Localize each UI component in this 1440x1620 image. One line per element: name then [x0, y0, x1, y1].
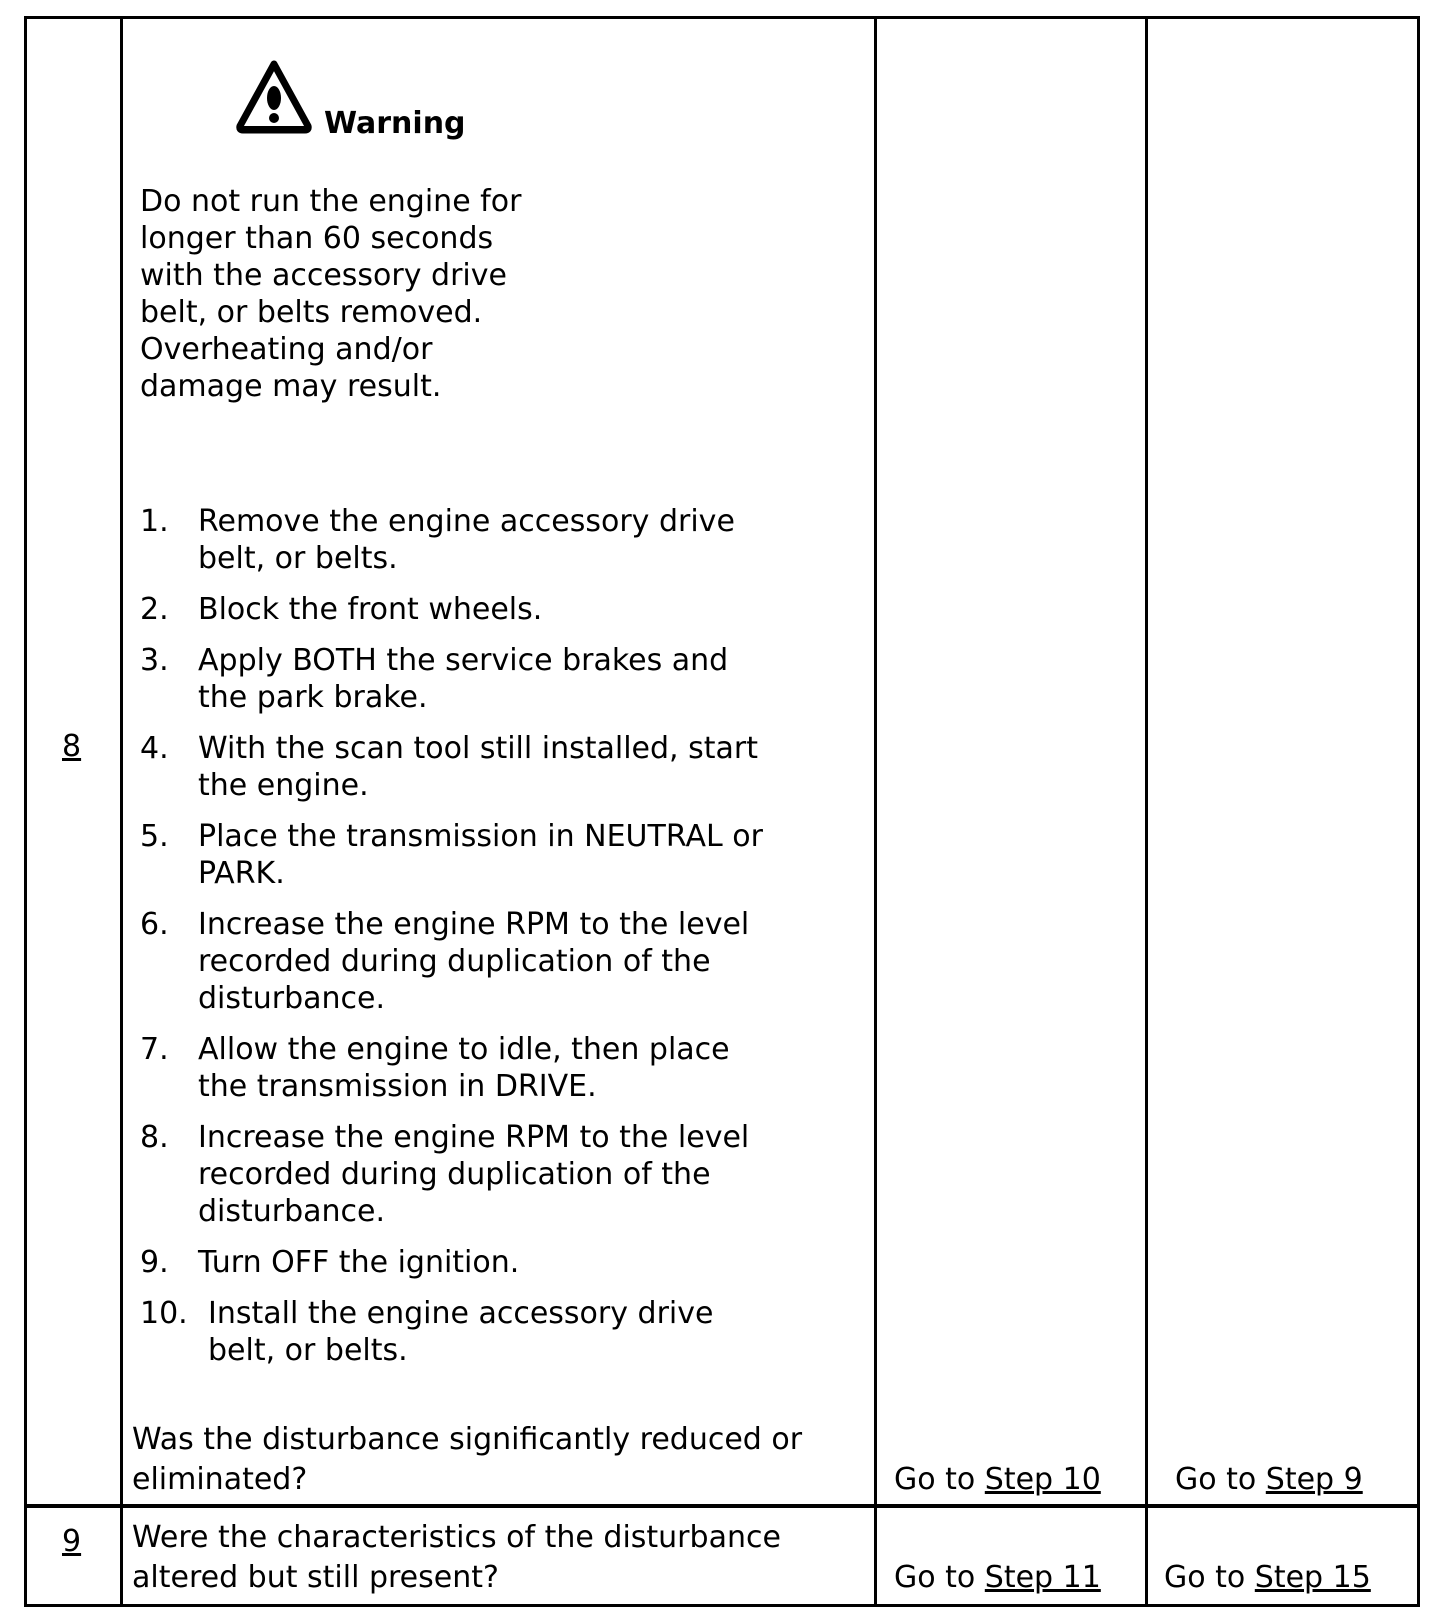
table-border-right [1417, 16, 1420, 1607]
warning-line: Do not run the engine for [140, 184, 522, 219]
warning-line: Overheating and/or [140, 332, 433, 367]
step-number[interactable]: 9 [62, 1524, 82, 1559]
column-divider-3 [1145, 16, 1148, 1607]
procedure-steps [140, 503, 763, 1383]
list-item: 6. Increase the engine RPM to the level recorded during duplication of the disturbance. [140, 907, 750, 1016]
warning-line: belt, or belts removed. [140, 295, 483, 330]
step-link[interactable]: Step 9 [1265, 1462, 1363, 1497]
warning-line: with the accessory drive [140, 258, 507, 293]
table-border-left [24, 16, 27, 1607]
row-divider [24, 1504, 1420, 1508]
column-divider-1 [120, 16, 123, 1607]
no-action: Go to Step 9 [1175, 1462, 1363, 1497]
yes-action: Go to Step 10 [894, 1462, 1101, 1497]
list-item: 10. Install the engine accessory drive belt, or belts. [140, 1296, 714, 1368]
list-item: 8. Increase the engine RPM to the level recorded during duplication of the disturbance. [140, 1120, 750, 1229]
step-link[interactable]: Step 11 [984, 1560, 1101, 1595]
list-item: 4. With the scan tool still installed, start the engine. [140, 731, 758, 803]
question-text: Were the characteristics of the disturbance altered but still present? [132, 1520, 781, 1595]
no-action: Go to Step 15 [1164, 1560, 1371, 1595]
warning-text [140, 183, 521, 405]
warning-title: Warning [324, 106, 466, 141]
column-divider-2 [874, 16, 877, 1607]
step-number[interactable]: 8 [62, 729, 82, 764]
list-item: 1. Remove the engine accessory drive belt, or belts. [140, 504, 735, 576]
table-border-top [24, 16, 1420, 19]
list-item: 3. Apply BOTH the service brakes and the park brake. [140, 643, 729, 715]
step-link[interactable]: Step 10 [984, 1462, 1101, 1497]
table-border-bottom [24, 1604, 1420, 1607]
list-item: 9. Turn OFF the ignition. [140, 1245, 520, 1280]
list-item: 7. Allow the engine to idle, then place the transmission in DRIVE. [140, 1032, 730, 1104]
warning-line: longer than 60 seconds [140, 221, 494, 256]
yes-action: Go to Step 11 [894, 1560, 1101, 1595]
question-text: Was the disturbance significantly reduced or eliminated? [132, 1422, 803, 1497]
step-link[interactable]: Step 15 [1254, 1560, 1371, 1595]
list-item: 5. Place the transmission in NEUTRAL or PARK. [140, 819, 763, 891]
list-item: 2. Block the front wheels. [140, 592, 543, 627]
warning-line: damage may result. [140, 369, 442, 404]
warning-icon [236, 60, 312, 136]
